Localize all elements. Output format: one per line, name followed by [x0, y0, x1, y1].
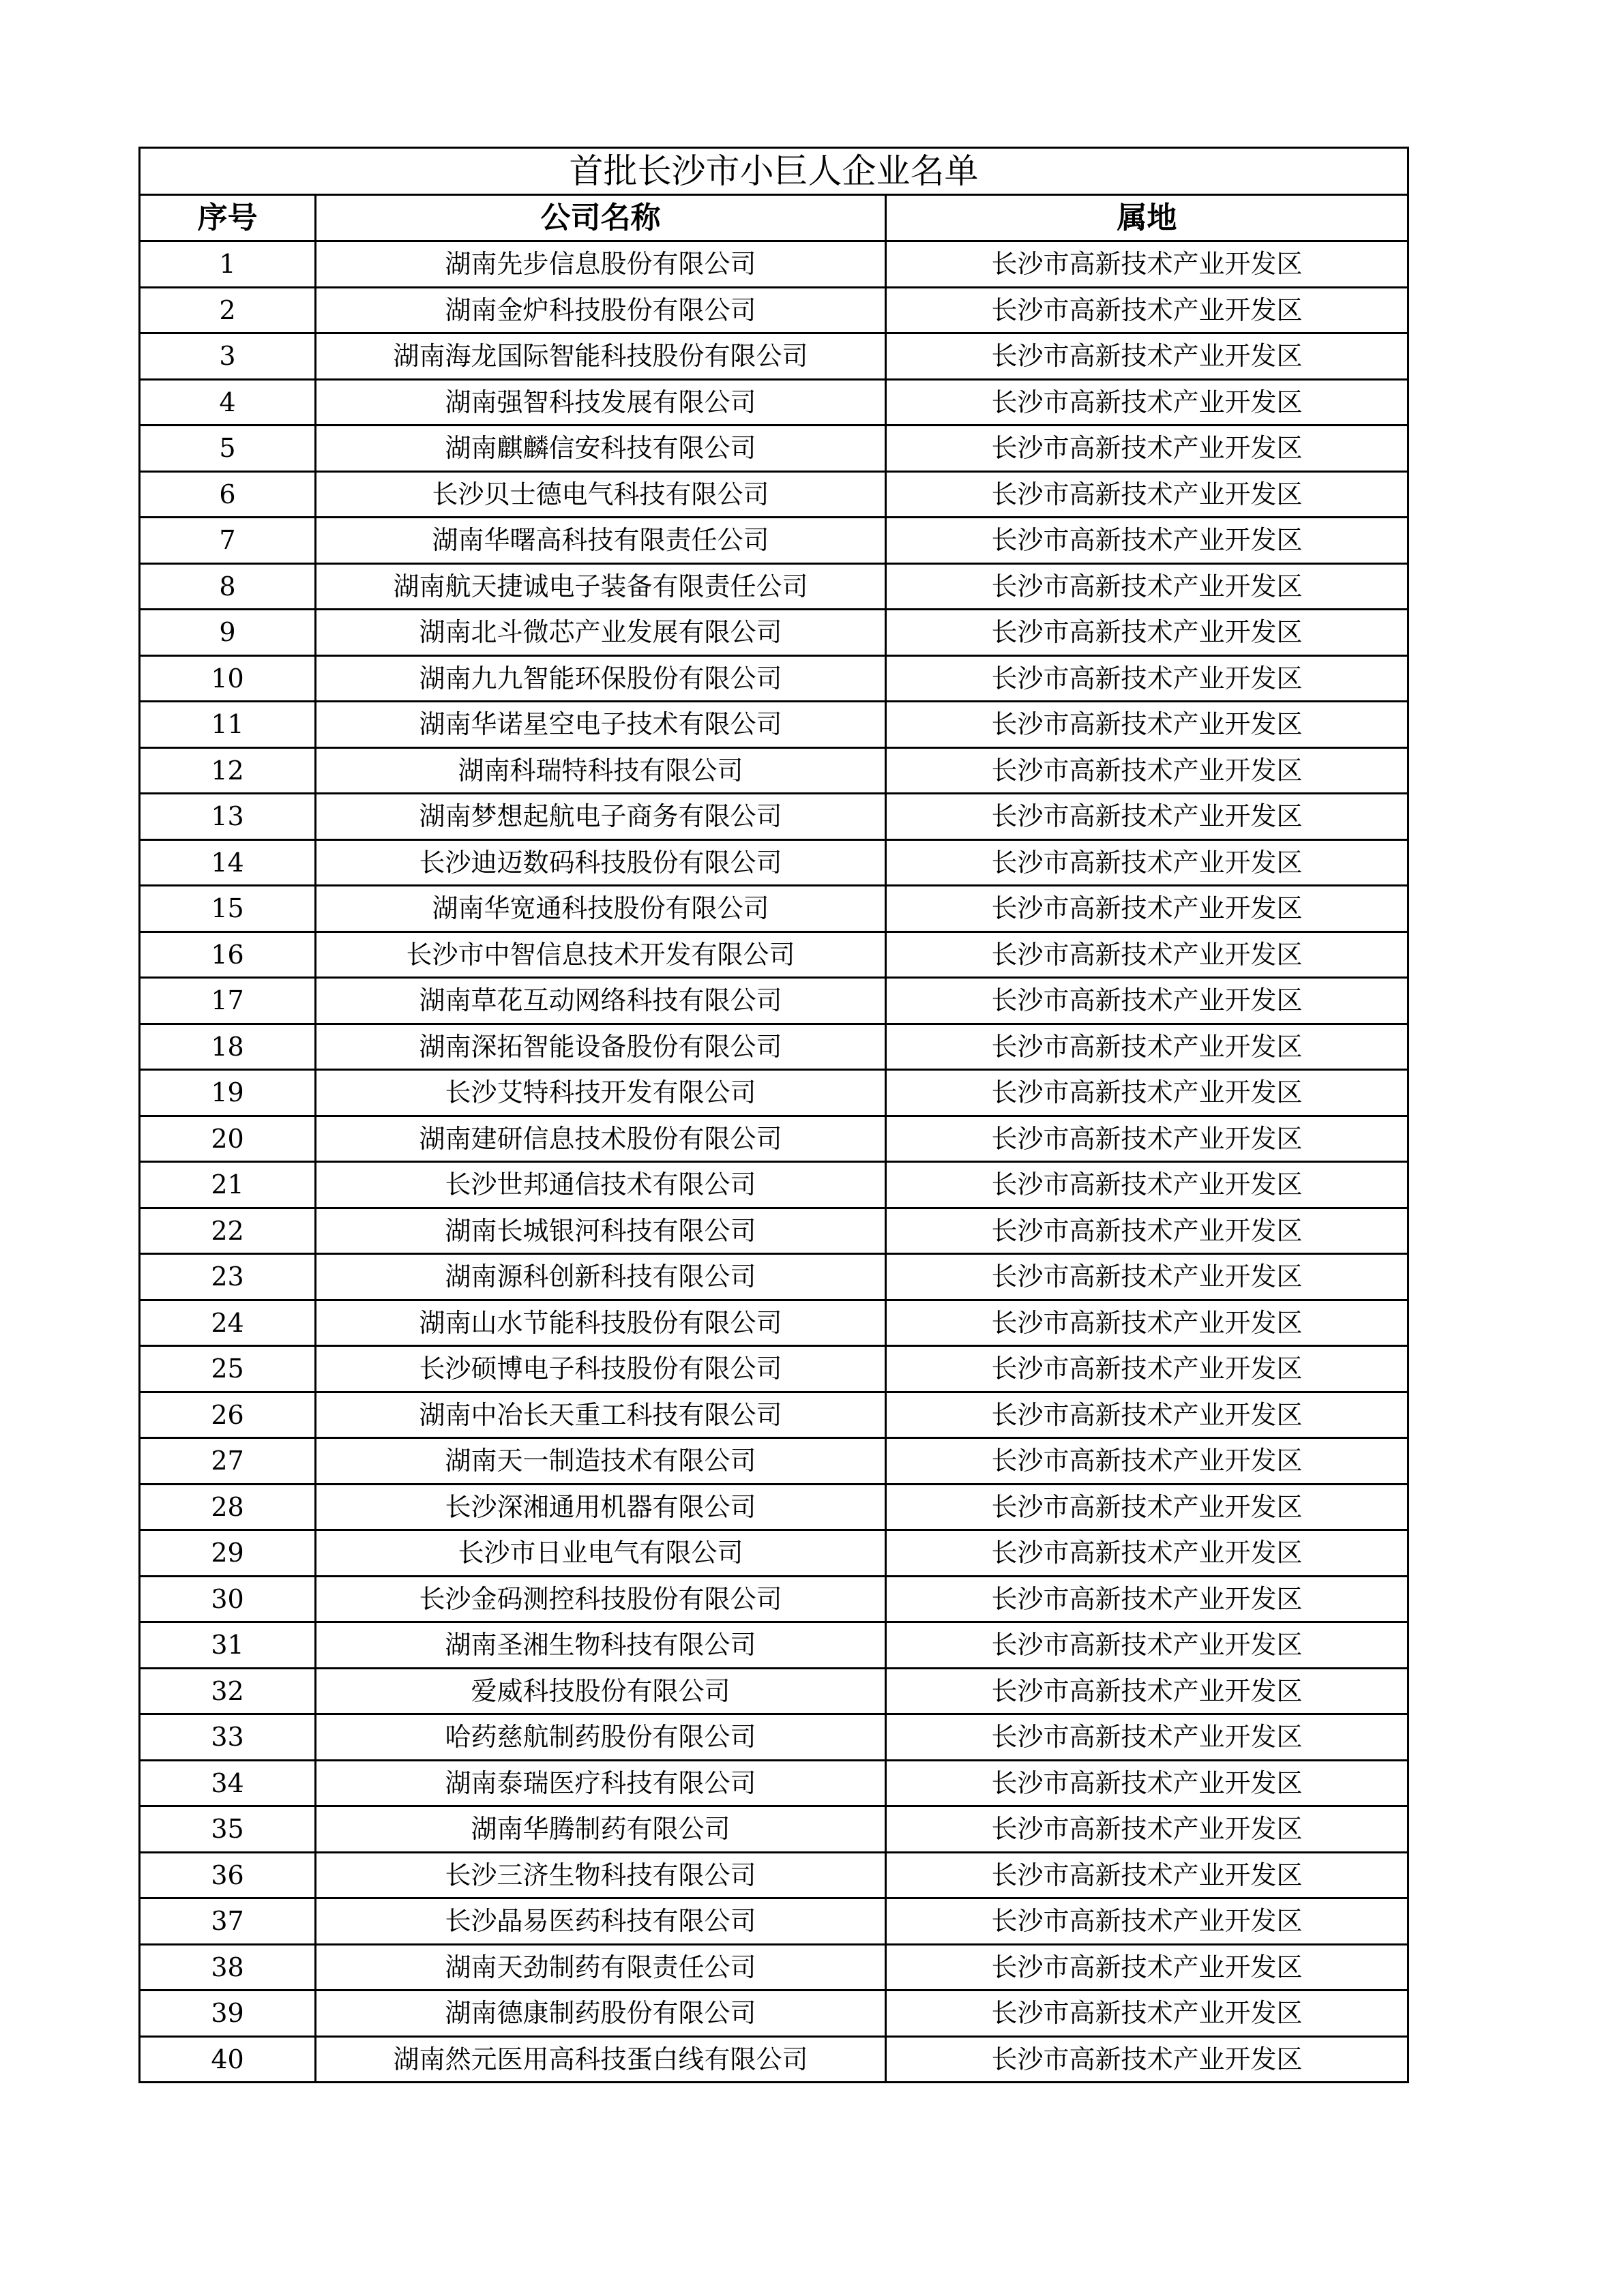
table-row: [140, 1392, 1408, 1438]
table-row: [140, 1668, 1408, 1714]
table-row: [140, 1898, 1408, 1945]
row-number: 29: [140, 1530, 316, 1577]
company-name: 哈药慈航制药股份有限公司: [316, 1714, 886, 1761]
row-number: 5: [140, 426, 316, 472]
table-row: [140, 1806, 1408, 1853]
table-row: [140, 794, 1408, 840]
company-name: 湖南泰瑞医疗科技有限公司: [316, 1760, 886, 1806]
table-row: [140, 1254, 1408, 1300]
company-name: 长沙市日业电气有限公司: [316, 1530, 886, 1577]
company-name: 长沙贝士德电气科技有限公司: [316, 471, 886, 518]
table-row: [140, 1438, 1408, 1485]
location: 长沙市高新技术产业开发区: [886, 747, 1408, 794]
location: 长沙市高新技术产业开发区: [886, 1300, 1408, 1346]
location: 长沙市高新技术产业开发区: [886, 379, 1408, 426]
row-number: 28: [140, 1484, 316, 1530]
row-number: 7: [140, 518, 316, 564]
location: 长沙市高新技术产业开发区: [886, 563, 1408, 610]
row-number: 16: [140, 931, 316, 978]
table-title: 首批长沙市小巨人企业名单: [140, 148, 1408, 195]
table-row: [140, 1760, 1408, 1806]
location: 长沙市高新技术产业开发区: [886, 1116, 1408, 1162]
location: 长沙市高新技术产业开发区: [886, 241, 1408, 288]
table-row: [140, 563, 1408, 610]
company-name: 湖南长城银河科技有限公司: [316, 1208, 886, 1254]
row-number: 31: [140, 1622, 316, 1669]
column-header-company: 公司名称: [316, 195, 886, 241]
location: 长沙市高新技术产业开发区: [886, 1484, 1408, 1530]
company-name: 长沙世邦通信技术有限公司: [316, 1162, 886, 1208]
row-number: 13: [140, 794, 316, 840]
table-row: [140, 1024, 1408, 1070]
location: 长沙市高新技术产业开发区: [886, 333, 1408, 380]
location: 长沙市高新技术产业开发区: [886, 610, 1408, 656]
table-row: [140, 1346, 1408, 1392]
location: 长沙市高新技术产业开发区: [886, 287, 1408, 333]
row-number: 27: [140, 1438, 316, 1485]
row-number: 6: [140, 471, 316, 518]
table-row: [140, 978, 1408, 1024]
company-name: 湖南中冶长天重工科技有限公司: [316, 1392, 886, 1438]
company-name: 湖南九九智能环保股份有限公司: [316, 655, 886, 702]
location: 长沙市高新技术产业开发区: [886, 2036, 1408, 2083]
row-number: 20: [140, 1116, 316, 1162]
location: 长沙市高新技术产业开发区: [886, 1714, 1408, 1761]
row-number: 26: [140, 1392, 316, 1438]
company-name: 爱威科技股份有限公司: [316, 1668, 886, 1714]
company-name: 长沙市中智信息技术开发有限公司: [316, 931, 886, 978]
column-header-location: 属地: [886, 195, 1408, 241]
table-row: [140, 333, 1408, 380]
row-number: 14: [140, 839, 316, 886]
company-name: 湖南航天捷诚电子装备有限责任公司: [316, 563, 886, 610]
row-number: 2: [140, 287, 316, 333]
row-number: 34: [140, 1760, 316, 1806]
company-name: 湖南华曙高科技有限责任公司: [316, 518, 886, 564]
company-name: 湖南科瑞特科技有限公司: [316, 747, 886, 794]
company-name: 湖南北斗微芯产业发展有限公司: [316, 610, 886, 656]
company-name: 湖南建研信息技术股份有限公司: [316, 1116, 886, 1162]
table-row: [140, 931, 1408, 978]
table-row: [140, 1944, 1408, 1991]
company-name: 湖南华宽通科技股份有限公司: [316, 886, 886, 932]
table-row: [140, 471, 1408, 518]
table-row: [140, 610, 1408, 656]
location: 长沙市高新技术产业开发区: [886, 1944, 1408, 1991]
company-name: 湖南金炉科技股份有限公司: [316, 287, 886, 333]
location: 长沙市高新技术产业开发区: [886, 1208, 1408, 1254]
location: 长沙市高新技术产业开发区: [886, 1024, 1408, 1070]
row-number: 38: [140, 1944, 316, 1991]
company-name: 长沙三济生物科技有限公司: [316, 1852, 886, 1898]
company-name: 长沙深湘通用机器有限公司: [316, 1484, 886, 1530]
location: 长沙市高新技术产业开发区: [886, 978, 1408, 1024]
row-number: 39: [140, 1991, 316, 2037]
company-name: 湖南海龙国际智能科技股份有限公司: [316, 333, 886, 380]
table-body: [140, 241, 1408, 2083]
row-number: 12: [140, 747, 316, 794]
location: 长沙市高新技术产业开发区: [886, 426, 1408, 472]
table-row: [140, 1484, 1408, 1530]
location: 长沙市高新技术产业开发区: [886, 1668, 1408, 1714]
row-number: 8: [140, 563, 316, 610]
row-number: 19: [140, 1070, 316, 1116]
row-number: 22: [140, 1208, 316, 1254]
location: 长沙市高新技术产业开发区: [886, 1852, 1408, 1898]
company-name: 长沙硕博电子科技股份有限公司: [316, 1346, 886, 1392]
location: 长沙市高新技术产业开发区: [886, 839, 1408, 886]
row-number: 37: [140, 1898, 316, 1945]
company-name: 湖南圣湘生物科技有限公司: [316, 1622, 886, 1669]
row-number: 3: [140, 333, 316, 380]
table-row: [140, 2036, 1408, 2083]
row-number: 1: [140, 241, 316, 288]
location: 长沙市高新技术产业开发区: [886, 1576, 1408, 1622]
row-number: 33: [140, 1714, 316, 1761]
company-name: 湖南华诺星空电子技术有限公司: [316, 702, 886, 748]
company-name: 湖南麒麟信安科技有限公司: [316, 426, 886, 472]
row-number: 36: [140, 1852, 316, 1898]
table-row: [140, 1530, 1408, 1577]
location: 长沙市高新技术产业开发区: [886, 1070, 1408, 1116]
row-number: 24: [140, 1300, 316, 1346]
row-number: 21: [140, 1162, 316, 1208]
location: 长沙市高新技术产业开发区: [886, 1806, 1408, 1853]
company-name: 长沙迪迈数码科技股份有限公司: [316, 839, 886, 886]
table-row: [140, 1116, 1408, 1162]
table-row: [140, 747, 1408, 794]
company-name: 湖南深拓智能设备股份有限公司: [316, 1024, 886, 1070]
company-name: 湖南德康制药股份有限公司: [316, 1991, 886, 2037]
enterprise-list-table: [138, 147, 1409, 2083]
location: 长沙市高新技术产业开发区: [886, 931, 1408, 978]
table-row: [140, 839, 1408, 886]
company-name: 湖南天劲制药有限责任公司: [316, 1944, 886, 1991]
table-row: [140, 1070, 1408, 1116]
company-name: 湖南草花互动网络科技有限公司: [316, 978, 886, 1024]
table-row: [140, 287, 1408, 333]
company-name: 湖南天一制造技术有限公司: [316, 1438, 886, 1485]
table-row: [140, 426, 1408, 472]
location: 长沙市高新技术产业开发区: [886, 1991, 1408, 2037]
location: 长沙市高新技术产业开发区: [886, 1622, 1408, 1669]
company-name: 长沙晶易医药科技有限公司: [316, 1898, 886, 1945]
row-number: 10: [140, 655, 316, 702]
location: 长沙市高新技术产业开发区: [886, 1392, 1408, 1438]
row-number: 23: [140, 1254, 316, 1300]
location: 长沙市高新技术产业开发区: [886, 1346, 1408, 1392]
column-header-number: 序号: [140, 195, 316, 241]
location: 长沙市高新技术产业开发区: [886, 471, 1408, 518]
location: 长沙市高新技术产业开发区: [886, 702, 1408, 748]
table-row: [140, 1576, 1408, 1622]
location: 长沙市高新技术产业开发区: [886, 518, 1408, 564]
title-row: [140, 148, 1408, 195]
table-row: [140, 1991, 1408, 2037]
row-number: 17: [140, 978, 316, 1024]
row-number: 4: [140, 379, 316, 426]
location: 长沙市高新技术产业开发区: [886, 794, 1408, 840]
location: 长沙市高新技术产业开发区: [886, 1530, 1408, 1577]
company-name: 湖南山水节能科技股份有限公司: [316, 1300, 886, 1346]
location: 长沙市高新技术产业开发区: [886, 1898, 1408, 1945]
header-row: [140, 195, 1408, 241]
table-row: [140, 1300, 1408, 1346]
location: 长沙市高新技术产业开发区: [886, 1254, 1408, 1300]
location: 长沙市高新技术产业开发区: [886, 655, 1408, 702]
row-number: 11: [140, 702, 316, 748]
location: 长沙市高新技术产业开发区: [886, 1438, 1408, 1485]
location: 长沙市高新技术产业开发区: [886, 1760, 1408, 1806]
company-name: 湖南然元医用高科技蛋白线有限公司: [316, 2036, 886, 2083]
row-number: 25: [140, 1346, 316, 1392]
company-name: 湖南强智科技发展有限公司: [316, 379, 886, 426]
company-name: 长沙艾特科技开发有限公司: [316, 1070, 886, 1116]
table-row: [140, 1622, 1408, 1669]
row-number: 9: [140, 610, 316, 656]
table-row: [140, 379, 1408, 426]
table-row: [140, 518, 1408, 564]
row-number: 30: [140, 1576, 316, 1622]
location: 长沙市高新技术产业开发区: [886, 1162, 1408, 1208]
row-number: 18: [140, 1024, 316, 1070]
company-name: 湖南先步信息股份有限公司: [316, 241, 886, 288]
location: 长沙市高新技术产业开发区: [886, 886, 1408, 932]
table-row: [140, 1852, 1408, 1898]
table-row: [140, 702, 1408, 748]
table-row: [140, 886, 1408, 932]
table-row: [140, 241, 1408, 288]
table-row: [140, 1714, 1408, 1761]
company-name: 长沙金码测控科技股份有限公司: [316, 1576, 886, 1622]
table-row: [140, 655, 1408, 702]
company-name: 湖南华腾制药有限公司: [316, 1806, 886, 1853]
row-number: 40: [140, 2036, 316, 2083]
row-number: 15: [140, 886, 316, 932]
company-name: 湖南梦想起航电子商务有限公司: [316, 794, 886, 840]
table-row: [140, 1162, 1408, 1208]
row-number: 35: [140, 1806, 316, 1853]
company-name: 湖南源科创新科技有限公司: [316, 1254, 886, 1300]
table-row: [140, 1208, 1408, 1254]
row-number: 32: [140, 1668, 316, 1714]
